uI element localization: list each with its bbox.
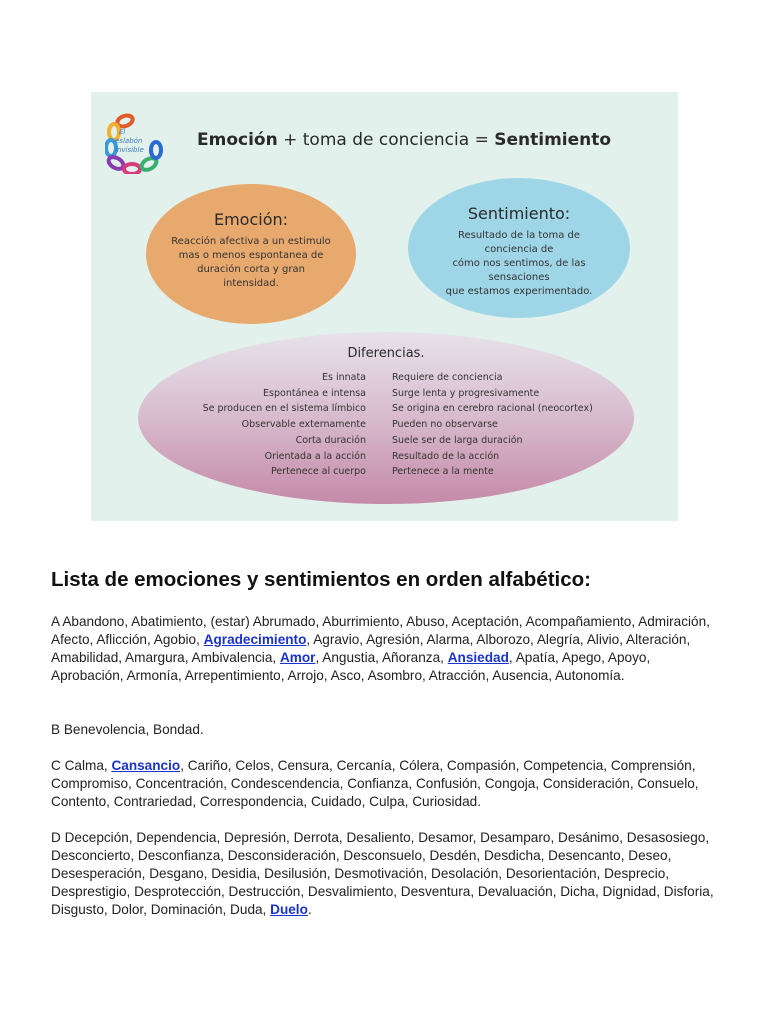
emotion-vs-feeling-infographic <box>91 92 678 521</box>
page-heading: Lista de emociones y sentimientos en orden alfabético: <box>51 568 591 591</box>
sentimiento-ellipse <box>408 178 630 318</box>
paragraph-d: D Decepción, Dependencia, Depresión, Derrota, Desaliento, Desamor, Desamparo, Desánimo, Desasosiego, Desconcierto, Desconfianza, Desconsideración, Desconsuelo, Desdén, Desdicha, Desencanto, Deseo, Desesperación, Desgano, Desidia, Desilusión, Desmotivación, Desolación, Desorientación, Desprecio, Desprestigio, Desprotección, Destrucción, Desvalimiento, Desventura, Devaluación, Dicha, Dignidad, Disforia, Disgusto, Dolor, Dominación, Duda, Duelo. <box>51 830 714 917</box>
link-cansancio[interactable]: Cansancio <box>111 758 181 773</box>
link-agradecimiento[interactable]: Agradecimiento <box>203 632 307 647</box>
svg-text:El: El <box>119 128 126 136</box>
diferencias-title: Diferencias. <box>347 346 425 361</box>
diferencias-sentimiento-column: Requiere de conciencia Surge lenta y progresivamente Se origina en cerebro racional (neocortex) Pueden no observarse Suele ser de larga duración Resultado de la acción Pertenece a la mente <box>392 372 593 478</box>
sentimiento-title: Sentimiento: <box>467 204 571 223</box>
infographic-headline: Emoción + toma de conciencia = Sentimiento <box>197 130 612 150</box>
eslabon-invisible-logo <box>105 112 163 174</box>
emocion-title: Emoción: <box>213 210 289 229</box>
link-duelo[interactable]: Duelo <box>270 902 308 917</box>
diferencias-emocion-column: Es innata Espontánea e intensa Se producen en el sistema límbico Observable externamente Corta duración Orientada a la acción Pertenece al cuerpo <box>202 372 366 478</box>
diferencias-ellipse <box>138 332 634 504</box>
paragraph-b: B Benevolencia, Bondad. <box>51 722 204 737</box>
svg-text:eslabón: eslabón <box>115 137 143 145</box>
sentimiento-definition: Resultado de la toma de conciencia de cómo nos sentimos, de las sensaciones que estamos experimentado. <box>445 230 593 297</box>
paragraph-a: A Abandono, Abatimiento, (estar) Abrumado, Aburrimiento, Abuso, Aceptación, Acompañamiento, Admiración, Afecto, Aflicción, Agobio, Agradecimiento, Agravio, Agresión, Alarma, Alborozo, Alegría, Alivio, Alteración, Amabilidad, Amargura, Ambivalencia, Amor, Angustia, Añoranza, Ansiedad, Apatía, Apego, Apoyo, Aprobación, Armonía, Arrepentimiento, Arrojo, Asco, Asombro, Atracción, Ausencia, Autonomía. <box>51 614 710 683</box>
paragraph-c: C Calma, Cansancio, Cariño, Celos, Censura, Cercanía, Cólera, Compasión, Competencia, Comprensión, Compromiso, Concentración, Condescendencia, Confianza, Confusión, Congoja, Consideración, Consuelo, Contento, Contrariedad, Correspondencia, Cuidado, Culpa, Curiosidad. <box>51 758 699 809</box>
link-ansiedad[interactable]: Ansiedad <box>447 650 509 665</box>
emocion-ellipse <box>146 184 356 324</box>
emocion-definition: Reacción afectiva a un estimulo mas o menos espontanea de duración corta y gran intensidad. <box>171 236 331 289</box>
link-amor[interactable]: Amor <box>279 650 316 665</box>
svg-text:invisible: invisible <box>115 146 144 154</box>
